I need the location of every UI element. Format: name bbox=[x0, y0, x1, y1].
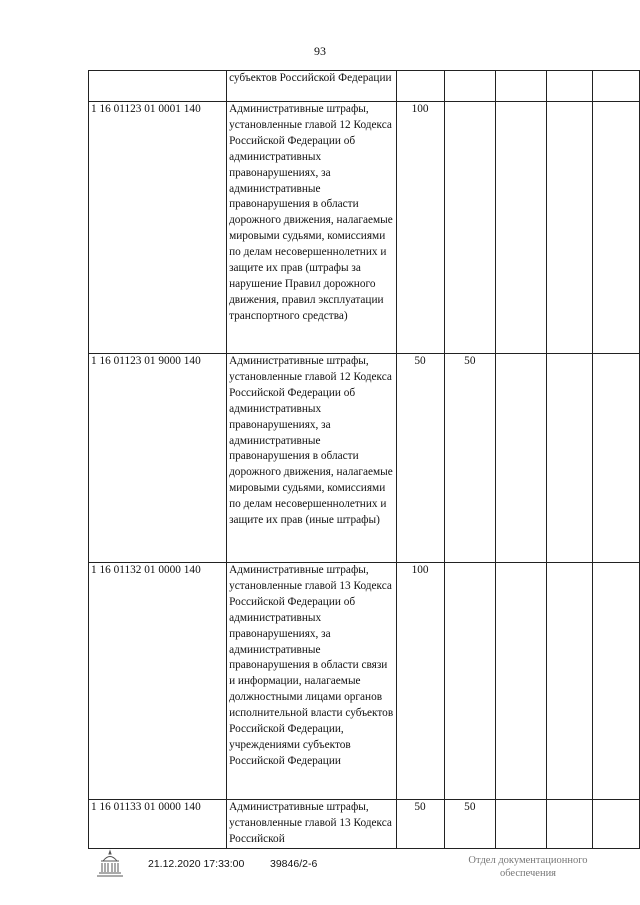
table-cell-code: 1 16 01132 01 0000 140 bbox=[89, 563, 227, 800]
table-cell-value bbox=[592, 71, 639, 102]
table-row bbox=[89, 71, 640, 102]
duma-building-icon bbox=[94, 848, 126, 882]
table-cell-value bbox=[547, 563, 592, 800]
table-cell-value bbox=[547, 71, 592, 102]
table-cell-value bbox=[496, 71, 547, 102]
table-cell-value bbox=[496, 800, 547, 849]
table-cell-name: Административные штрафы, установленные главой 12 Кодекса Российской Федерации об административных правонарушениях, за административные правонарушения в области дорожного движения, налагаемые мировыми судьями, комиссиями по делам несовершеннолетних и защите их прав (штрафы за нарушение Правил дорожного движения, правил эксплуатации транспортного средства) bbox=[227, 102, 397, 354]
table-cell-value bbox=[592, 800, 639, 849]
table-cell-value bbox=[496, 563, 547, 800]
table-cell-value bbox=[547, 800, 592, 849]
table-cell-value: 50 bbox=[444, 354, 496, 563]
table-row bbox=[89, 563, 640, 800]
table-cell-value bbox=[547, 102, 592, 354]
table-cell-code: 1 16 01123 01 9000 140 bbox=[89, 354, 227, 563]
table-cell-value bbox=[592, 563, 639, 800]
page-number: 93 bbox=[314, 44, 326, 58]
table-cell-name: Административные штрафы, установленные главой 13 Кодекса Российской bbox=[227, 800, 397, 849]
table-cell-name: субъектов Российской Федерации bbox=[227, 71, 397, 102]
table-cell-name: Административные штрафы, установленные главой 12 Кодекса Российской Федерации об административных правонарушениях, за административные правонарушения в области дорожного движения, налагаемые мировыми судьями, комиссиями по делам несовершеннолетних и защите их прав (иные штрафы) bbox=[227, 354, 397, 563]
table-cell-value bbox=[496, 102, 547, 354]
footer-doc-number: 39846/2-6 bbox=[270, 858, 318, 870]
table-cell-value bbox=[592, 102, 639, 354]
table-row bbox=[89, 102, 640, 354]
table-cell-value: 100 bbox=[396, 102, 444, 354]
table-cell-value bbox=[592, 354, 639, 563]
table-cell-value: 100 bbox=[396, 563, 444, 800]
table-cell-value: 50 bbox=[396, 800, 444, 849]
table-cell-name: Административные штрафы, установленные главой 13 Кодекса Российской Федерации об административных правонарушениях, за административные правонарушения в области связи и информации, налагаемые должностными лицами органов исполнительной власти субъектов Российской Федерации, учреждениями субъектов Российской Федерации bbox=[227, 563, 397, 800]
table-row bbox=[89, 800, 640, 849]
table-cell-value bbox=[547, 354, 592, 563]
table-cell-value: 50 bbox=[444, 800, 496, 849]
table-cell-value bbox=[444, 71, 496, 102]
table-cell-value bbox=[496, 354, 547, 563]
budget-table bbox=[88, 70, 640, 849]
table-row bbox=[89, 354, 640, 563]
footer-department: Отдел документационного обеспечения bbox=[468, 855, 588, 879]
table-cell-code bbox=[89, 71, 227, 102]
table-cell-value: 50 bbox=[396, 354, 444, 563]
table-cell-code: 1 16 01133 01 0000 140 bbox=[89, 800, 227, 849]
footer-date: 21.12.2020 17:33:00 bbox=[148, 858, 245, 870]
table-cell-value bbox=[444, 563, 496, 800]
page-footer bbox=[88, 848, 608, 884]
table-cell-code: 1 16 01123 01 0001 140 bbox=[89, 102, 227, 354]
table-cell-value bbox=[444, 102, 496, 354]
table-cell-value bbox=[396, 71, 444, 102]
